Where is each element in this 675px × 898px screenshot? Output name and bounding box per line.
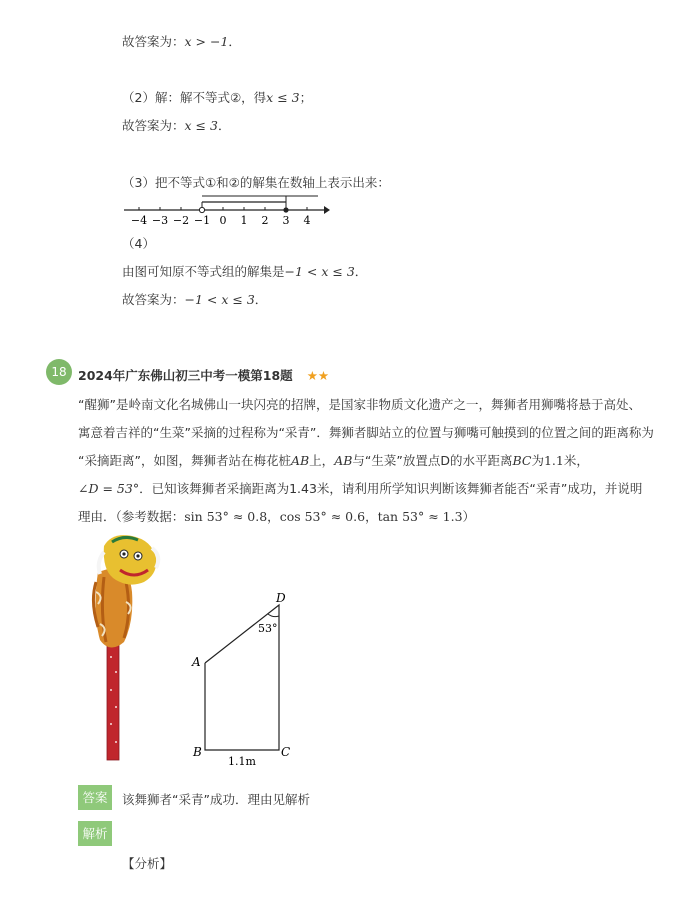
tick-label: −4 [130, 214, 148, 227]
axis-arrow [324, 206, 330, 214]
angle-arc-D [268, 614, 279, 617]
part4-label: （4） [122, 236, 155, 251]
question-number-badge: 18 [46, 359, 72, 385]
label-B: B [193, 745, 202, 759]
tick-label: 3 [282, 214, 290, 227]
pole [107, 642, 119, 760]
label-A: A [192, 655, 201, 669]
tick-label: −1 [193, 214, 211, 227]
number-line-figure [118, 192, 338, 230]
pupil-left [122, 552, 125, 555]
geometry-figure [188, 588, 298, 778]
tick-label: 0 [219, 214, 227, 227]
question-line-2: 寓意着吉祥的“生菜”采摘的过程称为“采青”．舞狮者脚站立的位置与狮嘴可触摸到的位置之间的距离称为 [78, 425, 654, 440]
conclusion-line: 由图可知原不等式组的解集是−1 < x ≤ 3． [122, 264, 368, 279]
question-line-3: “采摘距离”，如图，舞狮者站在梅花桩AB上，AB与“生菜”放置点D的水平距离BC为1.1米， [78, 453, 589, 468]
label-C: C [281, 745, 291, 759]
answer-line-1: 故答案为：x > −1． [122, 34, 241, 49]
part2-solution: （2）解：解不等式②，得x ≤ 3； [122, 90, 313, 105]
tick-label: −3 [151, 214, 169, 227]
analysis-section-label: 【分析】 [122, 856, 173, 871]
part3-text: （3）把不等式①和②的解集在数轴上表示出来： [122, 175, 390, 190]
analysis-tag: 解析 [78, 821, 112, 846]
answer-line-3: 故答案为：−1 < x ≤ 3． [122, 292, 268, 307]
closed-point-3 [283, 207, 288, 212]
label-D: D [276, 591, 286, 605]
answer-text: 该舞狮者“采青”成功．理由见解析 [122, 792, 310, 807]
difficulty-stars: ★★ [306, 368, 330, 383]
tick-label: 4 [303, 214, 311, 227]
tick-label: 1 [240, 214, 248, 227]
question-line-4: ∠D = 53°．已知该舞狮者采摘距离为1.43米，请利用所学知识判断该舞狮者能否“采青”成功，并说明 [78, 481, 643, 496]
answer-line-2: 故答案为：x ≤ 3． [122, 118, 231, 133]
pupil-right [136, 554, 139, 557]
question-line-5: 理由．（参考数据：sin 53° ≈ 0.8，cos 53° ≈ 0.6，tan 53° ≈ 1.3） [78, 509, 476, 524]
open-point-minus-1 [199, 207, 204, 212]
tick-label: −2 [172, 214, 190, 227]
question-line-1: “醒狮”是岭南文化名城佛山一块闪亮的招牌，是国家非物质文化遗产之一，舞狮者用狮嘴将悬于高处、 [78, 397, 641, 412]
lion-dance-illustration [90, 532, 170, 764]
question-title: 2024年广东佛山初三中考一模第18题 ★★ [78, 368, 330, 383]
angle-label: 53° [258, 622, 278, 635]
base-length-label: 1.1m [228, 755, 256, 768]
answer-tag: 答案 [78, 785, 112, 810]
tick-label: 2 [261, 214, 269, 227]
